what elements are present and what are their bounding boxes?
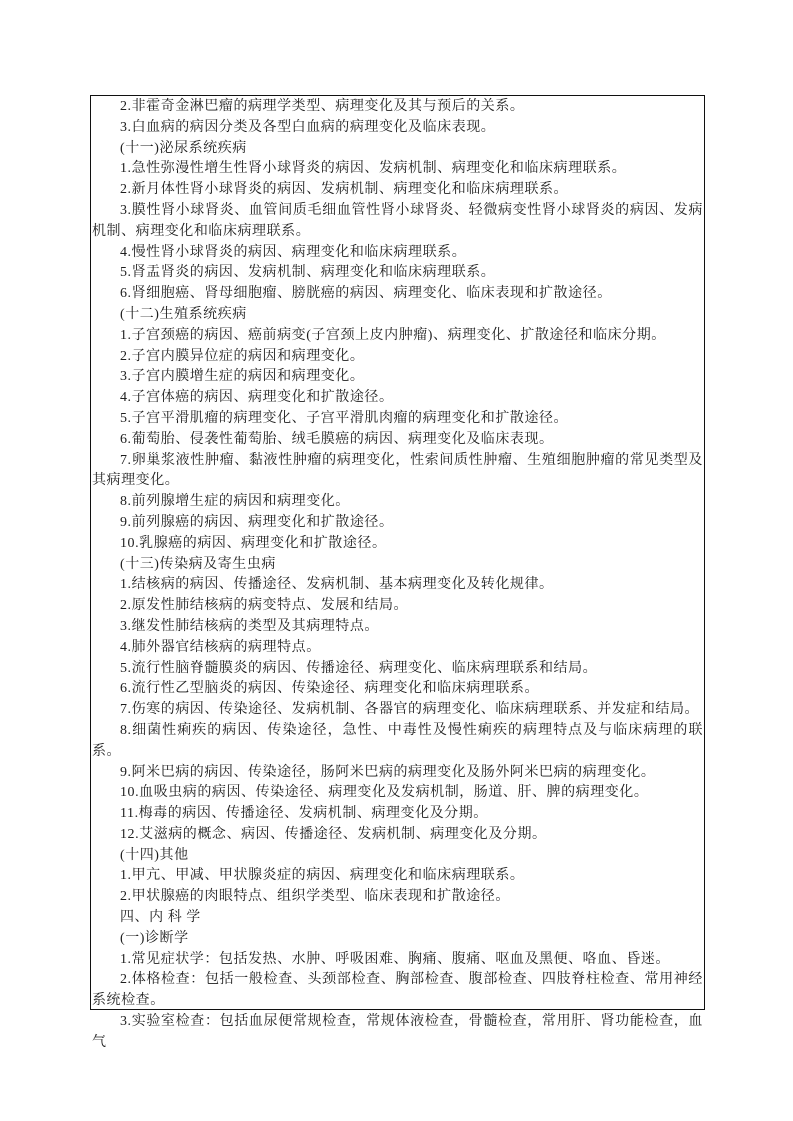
syllabus-item: 9.阿米巴病的病因、传染途径，肠阿米巴病的病理变化及肠外阿米巴病的病理变化。	[120, 764, 656, 780]
syllabus-item: 7.伤寒的病因、传染途径、发病机制、各器官的病理变化、临床病理联系、并发症和结局。	[120, 702, 700, 718]
section-heading: 四、内 科 学	[120, 910, 201, 926]
syllabus-item: 1.子宫颈癌的病因、癌前病变(子宫颈上皮内肿瘤)、病理变化、扩散途径和临床分期。	[120, 327, 666, 343]
syllabus-item: 8.细菌性痢疾的病因、传染途径，急性、中毒性及慢性痢疾的病理特点及与临床病理的联系。	[92, 722, 703, 759]
syllabus-item: 7.卵巢浆液性肿瘤、黏液性肿瘤的病理变化，性索间质性肿瘤、生殖细胞肿瘤的常见类型及其病理变化。	[92, 452, 703, 489]
syllabus-item: 12.艾滋病的概念、病因、传播途径、发病机制、病理变化及分期。	[120, 826, 547, 842]
syllabus-item: 6.葡萄胎、侵袭性葡萄胎、绒毛膜癌的病因、病理变化及临床表现。	[120, 431, 554, 447]
syllabus-item: 4.慢性肾小球肾炎的病因、病理变化和临床病理联系。	[120, 244, 467, 260]
syllabus-item: 1.甲亢、甲减、甲状腺炎症的病因、病理变化和临床病理联系。	[120, 868, 525, 884]
syllabus-item: 1.结核病的病因、传播途径、发病机制、基本病理变化及转化规律。	[120, 577, 554, 593]
syllabus-item: 5.肾盂肾炎的病因、发病机制、病理变化和临床病理联系。	[120, 265, 496, 281]
syllabus-item: 4.子宫体癌的病因、病理变化和扩散途径。	[120, 390, 394, 406]
syllabus-item: 6.流行性乙型脑炎的病因、传染途径、病理变化和临床病理联系。	[120, 681, 539, 697]
section-heading: (十一)泌尿系统疾病	[120, 140, 247, 156]
syllabus-item: 3.子宫内膜增生症的病因和病理变化。	[120, 369, 365, 385]
document-body	[90, 95, 705, 1050]
syllabus-item: 4.肺外器官结核病的病理特点。	[120, 639, 321, 655]
section-heading: (十二)生殖系统疾病	[120, 306, 247, 322]
syllabus-item: 9.前列腺癌的病因、病理变化和扩散途径。	[120, 514, 394, 530]
syllabus-item: 3.膜性肾小球肾炎、血管间质毛细血管性肾小球肾炎、轻微病变性肾小球肾炎的病因、发病机制、病理变化和临床病理联系。	[92, 202, 703, 239]
syllabus-item: 1.急性弥漫性增生性肾小球肾炎的病因、发病机制、病理变化和临床病理联系。	[120, 161, 627, 177]
syllabus-item: 10.乳腺癌的病因、病理变化和扩散途径。	[120, 535, 387, 551]
syllabus-item: 11.梅毒的病因、传播途径、发病机制、病理变化及分期。	[120, 806, 488, 822]
syllabus-item: 10.血吸虫病的病因、传染途径、病理变化及发病机制，肠道、肝、脾的病理变化。	[120, 785, 649, 801]
syllabus-item: 2.新月体性肾小球肾炎的病因、发病机制、病理变化和临床病理联系。	[120, 182, 569, 198]
syllabus-item: 2.原发性肺结核病的病变特点、发展和结局。	[120, 598, 409, 614]
section-heading: (十四)其他	[120, 847, 189, 863]
syllabus-item: 5.流行性脑脊髓膜炎的病因、传播途径、病理变化、临床病理联系和结局。	[120, 660, 598, 676]
syllabus-item: 5.子宫平滑肌瘤的病理变化、子宫平滑肌肉瘤的病理变化和扩散途径。	[120, 410, 569, 426]
syllabus-item: 2.甲状腺癌的肉眼特点、组织学类型、临床表现和扩散途径。	[120, 889, 510, 905]
syllabus-item: 2.体格检查：包括一般检查、头颈部检查、胸部检查、腹部检查、四肢脊柱检查、常用神经系统检查。	[92, 972, 703, 1009]
syllabus-item: 2.子宫内膜异位症的病因和病理变化。	[120, 348, 365, 364]
syllabus-item: 3.白血病的病因分类及各型白血病的病理变化及临床表现。	[120, 119, 496, 135]
syllabus-item: 1.常见症状学：包括发热、水肿、呼吸困难、胸痛、腹痛、呕血及黑便、咯血、昏迷。	[120, 951, 670, 967]
syllabus-item: 2.非霍奇金淋巴瘤的病理学类型、病理变化及其与预后的关系。	[120, 99, 525, 114]
syllabus-item: 3.继发性肺结核病的类型及其病理特点。	[120, 618, 379, 634]
syllabus-item: 3.实验室检查：包括血尿便常规检查，常规体液检查，骨髓检查，常用肝、肾功能检查，血气	[92, 1014, 703, 1050]
section-heading: (一)诊断学	[120, 930, 189, 946]
section-heading: (十三)传染病及寄生虫病	[120, 556, 276, 572]
syllabus-item: 8.前列腺增生症的病因和病理变化。	[120, 494, 350, 510]
syllabus-item: 6.肾细胞癌、肾母细胞瘤、膀胱癌的病因、病理变化、临床表现和扩散途径。	[120, 286, 612, 302]
